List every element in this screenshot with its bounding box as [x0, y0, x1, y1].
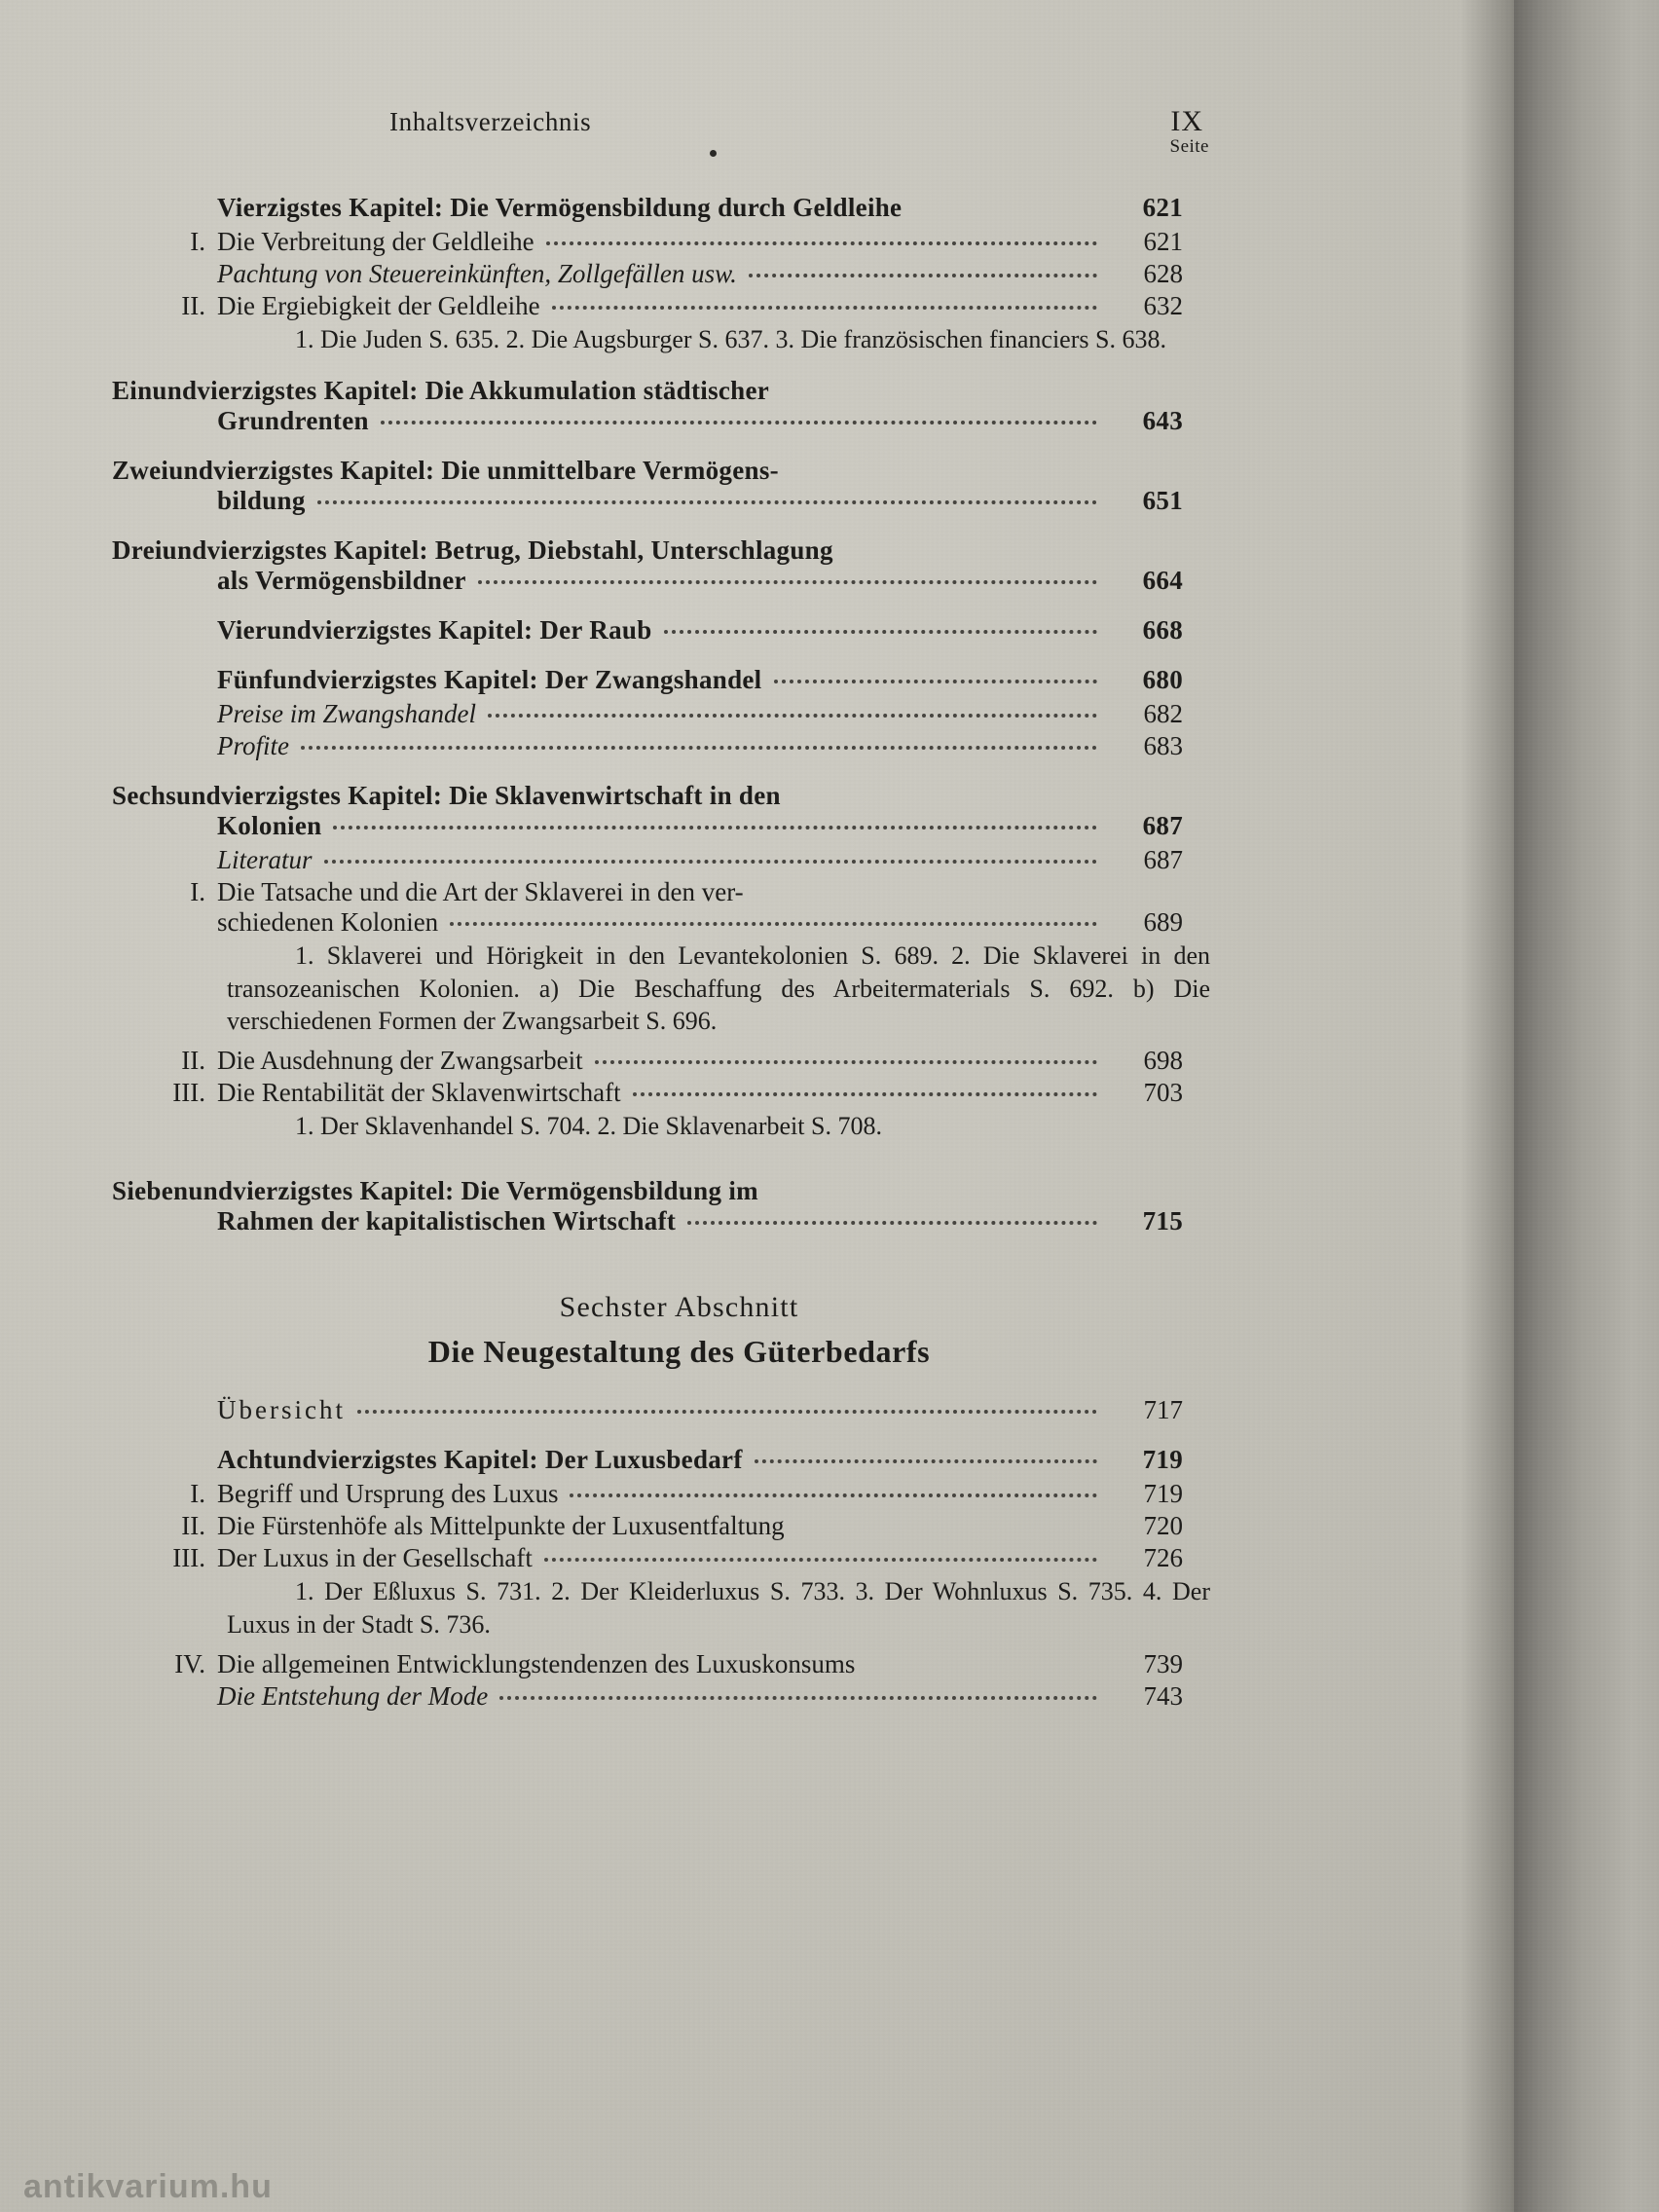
- dot-leader: [687, 1221, 1097, 1225]
- toc-entry-page: 739: [1143, 1648, 1183, 1678]
- column-header-seite: Seite: [1169, 136, 1209, 157]
- toc-entry-title: Die Fürstenhöfe als Mittelpunkte der Luxusentfaltung: [217, 1510, 785, 1540]
- toc-entry-title: Pachtung von Steuereinkünften, Zollgefällen usw.: [217, 259, 737, 288]
- page-folio: IX: [1170, 105, 1203, 137]
- toc-entry-chapter[interactable]: [112, 1176, 1183, 1206]
- ink-speck: [710, 150, 717, 157]
- toc-entry-number: II.: [181, 1046, 205, 1076]
- toc-entry-page: 643: [1142, 405, 1183, 435]
- toc-entry-title: Übersicht: [217, 1394, 346, 1424]
- toc-entry-title: Die Rentabilität der Sklavenwirtschaft: [217, 1078, 621, 1108]
- dot-leader: [664, 630, 1097, 634]
- book-edge: [1514, 0, 1659, 2212]
- toc-entry-title: Die Verbreitung der Geldleihe: [217, 227, 535, 256]
- toc-entry-title-line1: [112, 781, 1095, 811]
- section-heading-line2: Die Neugestaltung des Güterbedarfs: [427, 1333, 931, 1369]
- toc-entry-page: 651: [1142, 485, 1183, 515]
- dot-leader: [488, 714, 1097, 718]
- toc-entry-title: Literatur: [217, 844, 313, 874]
- toc-entry-chapter[interactable]: [112, 781, 1183, 811]
- toc-entry-title: Der Luxus in der Gesellschaft: [217, 1542, 533, 1572]
- toc-entry-page: 719: [1142, 1444, 1183, 1474]
- toc-entry-number: II.: [181, 1510, 205, 1540]
- toc-entry-page: 687: [1143, 844, 1183, 874]
- table-of-contents: [112, 107, 1246, 1714]
- toc-entry-chapter[interactable]: [112, 376, 1183, 406]
- toc-entry-number: I.: [190, 227, 205, 256]
- dot-leader: [478, 580, 1097, 584]
- toc-entry-page: 628: [1143, 259, 1183, 288]
- toc-entry-page: 717: [1143, 1394, 1183, 1424]
- running-head-title: Inhaltsverzeichnis: [389, 107, 592, 136]
- toc-entry-item[interactable]: [112, 1543, 1183, 1573]
- toc-entry-title: Die allgemeinen Entwicklungstendenzen des Luxuskonsums: [217, 1648, 856, 1678]
- toc-entry-page: 726: [1143, 1542, 1183, 1572]
- toc-entry-subtitle[interactable]: [112, 845, 1183, 875]
- toc-entry-number: III.: [172, 1542, 205, 1572]
- toc-entry-page: 703: [1143, 1078, 1183, 1108]
- toc-entry-page: 683: [1143, 730, 1183, 760]
- dot-leader: [749, 274, 1097, 277]
- toc-entry-chapter-continued[interactable]: [112, 486, 1183, 516]
- toc-entry-title: Die Entstehung der Mode: [217, 1680, 489, 1711]
- toc-entry-title: als Vermögensbildner: [217, 565, 466, 595]
- dot-leader: [552, 306, 1097, 310]
- running-head: [112, 107, 1246, 148]
- toc-entry-number: III.: [172, 1078, 205, 1108]
- toc-entry-page: 680: [1142, 664, 1183, 694]
- dot-leader: [570, 1493, 1097, 1497]
- toc-entry-number: II.: [181, 291, 205, 320]
- toc-entry-number: I.: [190, 876, 205, 906]
- toc-entry-title: Siebenundvierzigstes Kapitel: Die Vermögensbildung im: [112, 1175, 758, 1205]
- toc-entry-title: Preise im Zwangshandel: [217, 698, 476, 728]
- dot-leader: [333, 826, 1097, 830]
- toc-entry-title: Achtundvierzigstes Kapitel: Der Luxusbedarf: [217, 1444, 743, 1474]
- toc-entry-title-line1: [112, 1176, 1095, 1206]
- dot-leader: [774, 680, 1098, 683]
- toc-entry-title: bildung: [217, 485, 306, 515]
- toc-entry-title: schiedenen Kolonien: [217, 906, 439, 937]
- toc-entry-title: Vierzigstes Kapitel: Die Vermögensbildung durch Geldleihe: [217, 193, 903, 222]
- toc-entry-item[interactable]: [112, 877, 1183, 907]
- toc-entry-item[interactable]: [112, 1511, 1183, 1541]
- toc-entry-page: 743: [1143, 1680, 1183, 1711]
- toc-entry-chapter[interactable]: [112, 193, 1183, 223]
- dot-leader: [499, 1696, 1097, 1700]
- toc-entry-title: Kolonien: [217, 810, 322, 840]
- toc-subsection-list: 1. Sklaverei und Hörigkeit in den Levantekolonien S. 689. 2. Die Sklaverei in den transozeanischen Kolonien. a) Die Beschaffung des Arbeitermaterials S. 692. b) Die verschiedenen Formen der Zwangsarbeit S. 696.: [227, 940, 1210, 1036]
- toc-entry-title-line1: Die Tatsache und die Art der Sklaverei in den ver-: [217, 876, 744, 906]
- toc-list-part-one: [112, 193, 1246, 1236]
- toc-entry-page: 687: [1142, 810, 1183, 840]
- toc-subsection-list: 1. Der Eßluxus S. 731. 2. Der Kleiderluxus S. 733. 3. Der Wohnluxus S. 735. 4. Der Luxus in der Stadt S. 736.: [227, 1576, 1210, 1639]
- toc-entry-subtitle[interactable]: [112, 259, 1183, 289]
- dot-leader: [324, 860, 1097, 864]
- toc-entry-title-line1: [112, 376, 1095, 406]
- toc-entry-item[interactable]: [112, 1479, 1183, 1509]
- dot-leader: [357, 1410, 1097, 1414]
- toc-entry-title: Fünfundvierzigstes Kapitel: Der Zwangshandel: [217, 664, 762, 694]
- dot-leader: [755, 1459, 1097, 1463]
- toc-entry-number: I.: [190, 1478, 205, 1508]
- toc-entry-title-line1: [112, 456, 1095, 486]
- toc-entry-page: 621: [1143, 227, 1183, 256]
- toc-entry-title: Vierundvierzigstes Kapitel: Der Raub: [217, 614, 652, 645]
- toc-entry-title: Zweiundvierzigstes Kapitel: Die unmittelbare Vermögens-: [112, 455, 779, 485]
- toc-entry-title: Begriff und Ursprung des Luxus: [217, 1478, 559, 1508]
- toc-entry-title-line1: [112, 535, 1095, 566]
- dot-leader: [301, 746, 1097, 750]
- toc-entry-page: 689: [1143, 906, 1183, 937]
- toc-entry-title: Profite: [217, 730, 289, 760]
- toc-entry-page: 719: [1143, 1478, 1183, 1508]
- dot-leader: [317, 500, 1097, 504]
- section-heading: [112, 1291, 1246, 1370]
- toc-entry-page: 668: [1142, 614, 1183, 645]
- toc-entry-chapter-continued[interactable]: [112, 811, 1183, 841]
- watermark: antikvarium.hu: [23, 2168, 273, 2205]
- toc-entry-chapter[interactable]: [112, 665, 1183, 695]
- toc-entry-title: Dreiundvierzigstes Kapitel: Betrug, Diebstahl, Unterschlagung: [112, 535, 833, 565]
- toc-entry-subtitle[interactable]: [112, 731, 1183, 761]
- toc-entry-page: 664: [1142, 565, 1183, 595]
- toc-subsection-list: 1. Die Juden S. 635. 2. Die Augsburger S. 637. 3. Die französischen financiers S. 638.: [295, 325, 1166, 353]
- dot-leader: [450, 922, 1097, 926]
- toc-entry-page: 698: [1143, 1046, 1183, 1076]
- toc-entry-item[interactable]: [112, 1046, 1183, 1076]
- toc-entry-title: Die Ausdehnung der Zwangsarbeit: [217, 1046, 583, 1076]
- dot-leader: [546, 241, 1097, 245]
- toc-entry-title: Die Ergiebigkeit der Geldleihe: [217, 291, 540, 320]
- toc-entry-subtitle[interactable]: [112, 699, 1183, 729]
- toc-entry-chapter-continued[interactable]: [112, 406, 1183, 436]
- dot-leader: [633, 1092, 1097, 1096]
- toc-entry-chapter-continued[interactable]: [112, 1206, 1183, 1236]
- toc-subsection-list: 1. Der Sklavenhandel S. 704. 2. Die Sklavenarbeit S. 708.: [295, 1112, 882, 1141]
- toc-entry-item[interactable]: [112, 1649, 1183, 1679]
- toc-entry-title: Grundrenten: [217, 405, 369, 435]
- toc-entry-page: 715: [1142, 1205, 1183, 1235]
- toc-entry-page: 621: [1142, 193, 1183, 222]
- toc-entry-item[interactable]: [112, 1078, 1183, 1108]
- dot-leader: [595, 1060, 1097, 1064]
- toc-entry-chapter[interactable]: [112, 535, 1183, 566]
- toc-entry-page: 682: [1143, 698, 1183, 728]
- toc-entry-title: Einundvierzigstes Kapitel: Die Akkumulation städtischer: [112, 375, 770, 405]
- toc-entry-chapter-continued[interactable]: [112, 566, 1183, 596]
- section-heading-line1: Sechster Abschnitt: [559, 1290, 799, 1323]
- toc-entry-page: 720: [1143, 1510, 1183, 1540]
- toc-entry-item-continued[interactable]: [112, 907, 1183, 938]
- toc-entry-item[interactable]: [112, 291, 1183, 321]
- toc-entry-chapter[interactable]: [112, 1445, 1183, 1475]
- toc-entry-item[interactable]: [112, 227, 1183, 257]
- toc-entry-number: IV.: [174, 1648, 205, 1678]
- toc-entry-overview[interactable]: [112, 1395, 1183, 1425]
- toc-entry-title: Sechsundvierzigstes Kapitel: Die Sklavenwirtschaft in den: [112, 780, 781, 810]
- dot-leader: [544, 1558, 1097, 1562]
- dot-leader: [381, 421, 1097, 424]
- toc-list-part-two: [112, 1395, 1246, 1712]
- toc-entry-chapter[interactable]: [112, 615, 1183, 645]
- toc-entry-subtitle[interactable]: [112, 1681, 1183, 1712]
- toc-entry-page: 632: [1143, 291, 1183, 320]
- toc-entry-chapter[interactable]: [112, 456, 1183, 486]
- toc-entry-title: Rahmen der kapitalistischen Wirtschaft: [217, 1205, 677, 1235]
